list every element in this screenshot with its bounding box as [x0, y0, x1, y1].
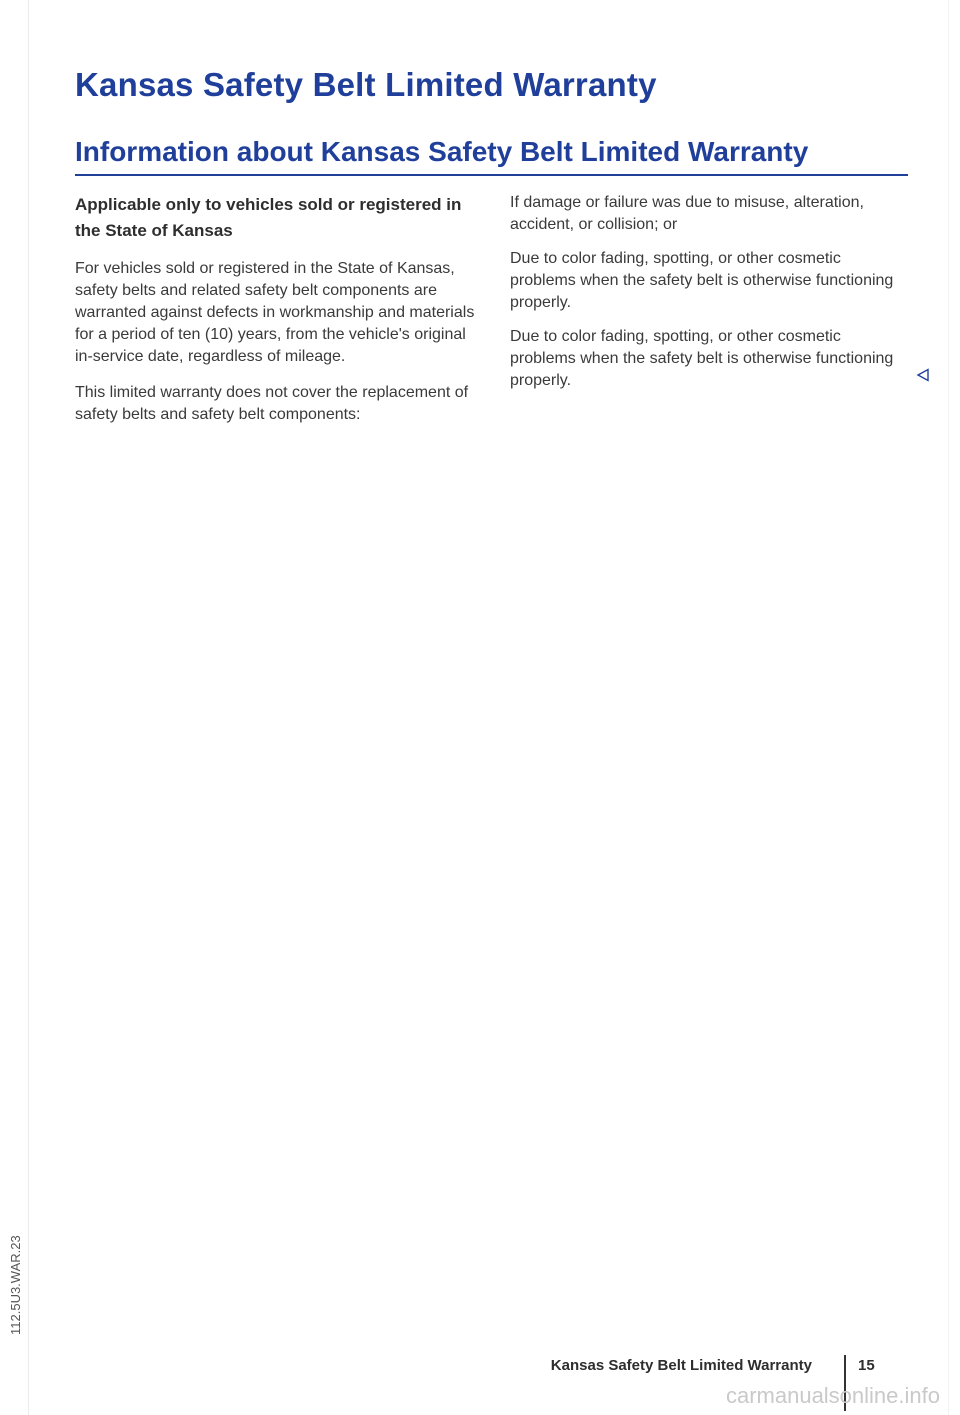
- applicability-heading: Applicable only to vehicles sold or registered in the State of Kansas: [75, 195, 462, 240]
- warranty-coverage-paragraph: For vehicles sold or registered in the State of Kansas, safety belts and related safety belt components are warranted against defects in workmanship and materials for a period of ten (10) years, from the vehicle's original in-service date, regardless of mileage.: [75, 260, 475, 365]
- page-title: Kansas Safety Belt Limited Warranty: [75, 66, 657, 103]
- page-left-edge: [28, 0, 29, 1415]
- section-title: Information about Kansas Safety Belt Limited Warranty: [75, 136, 809, 167]
- warranty-exclusions-intro: This limited warranty does not cover the replacement of safety belts and safety belt components:: [75, 384, 469, 423]
- exclusion-misuse: If damage or failure was due to misuse, alteration, accident, or collision; or: [510, 194, 864, 233]
- triangle-left-outline-icon: [916, 368, 930, 382]
- page-right-edge: [948, 0, 949, 1415]
- watermark: carmanualsonline.info: [725, 1383, 940, 1408]
- footer-title: Kansas Safety Belt Limited Warranty: [550, 1357, 812, 1374]
- left-column: [75, 192, 475, 440]
- section-divider: [75, 174, 908, 176]
- exclusion-cosmetic-repeat: Due to color fading, spotting, or other cosmetic problems when the safety belt is otherwise functioning properly.: [510, 328, 894, 389]
- page-number: 15: [858, 1357, 875, 1374]
- exclusion-cosmetic: Due to color fading, spotting, or other cosmetic problems when the safety belt is otherwise functioning properly.: [510, 250, 894, 311]
- right-column: [510, 192, 905, 404]
- document-code: 112.5U3.WAR.23: [8, 1235, 23, 1335]
